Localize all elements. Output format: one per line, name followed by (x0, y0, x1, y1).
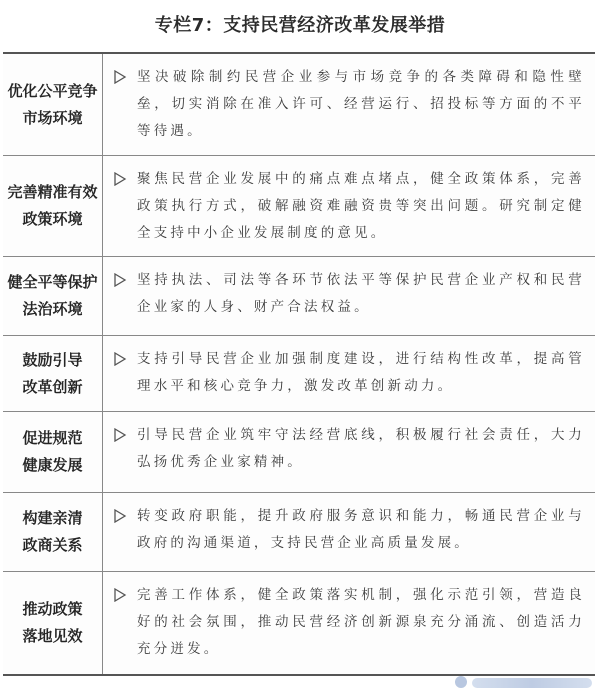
row-label (3, 257, 103, 335)
watermark-blur (472, 678, 592, 688)
row-text: 聚焦民营企业发展中的痛点难点堵点，健全政策体系，完善政策执行方式，破解融资难融资贵等突出问题。研究制定健全支持中小企业发展制度的意见。 (137, 171, 585, 241)
row-label-text: 优化公平竞争 市场环境 (7, 81, 98, 127)
row-content (103, 257, 595, 335)
watermark-logo-icon (454, 674, 468, 693)
arrow-icon (113, 268, 133, 292)
row-label-text: 鼓励引导 改革创新 (22, 350, 83, 396)
page-title: 专栏7：支持民营经济改革发展举措 (154, 15, 446, 36)
row-label (3, 572, 103, 674)
table-row (3, 257, 595, 336)
arrow-icon (113, 167, 133, 191)
row-text: 转变政府职能，提升政府服务意识和能力，畅通民营企业与政府的沟通渠道，支持民营企业高质量发展。 (137, 508, 585, 551)
row-content (103, 156, 595, 256)
row-content (103, 493, 595, 571)
arrow-icon (113, 423, 133, 447)
arrow-icon (113, 347, 133, 371)
row-label (3, 54, 103, 155)
row-text: 完善工作体系，健全政策落实机制，强化示范引领，营造良好的社会氛围，推动民营经济创新源泉充分涌流、创造活力充分迸发。 (137, 587, 585, 657)
table-row (3, 572, 595, 674)
table-row (3, 336, 595, 412)
row-label (3, 412, 103, 492)
arrow-icon (113, 583, 133, 607)
row-content (103, 54, 595, 155)
row-text: 坚持执法、司法等各环节依法平等保护民营企业产权和民营企业家的人身、财产合法权益。 (137, 272, 585, 315)
watermark (454, 675, 592, 691)
row-label-text: 构建亲清 政商关系 (22, 509, 83, 554)
table-row (3, 156, 595, 257)
row-label (3, 156, 103, 256)
row-text: 支持引导民营企业加强制度建设，进行结构性改革，提高管理水平和核心竞争力，激发改革创新动力。 (137, 351, 585, 394)
row-content (103, 572, 595, 674)
row-content (103, 336, 595, 411)
table-row (3, 412, 595, 493)
row-label-text: 促进规范 健康发展 (22, 429, 83, 474)
arrow-icon (113, 65, 133, 89)
row-label-text: 推动政策 落地见效 (22, 600, 83, 645)
table-row (3, 54, 595, 156)
arrow-icon (113, 504, 133, 528)
row-text: 坚决破除制约民营企业参与市场竞争的各类障碍和隐性壁垒，切实消除在准入许可、经营运行、招投标等方面的不平等待遇。 (137, 69, 585, 139)
row-text: 引导民营企业筑牢守法经营底线，积极履行社会责任，大力弘扬优秀企业家精神。 (137, 427, 585, 470)
table-row (3, 493, 595, 572)
row-label-text: 健全平等保护 法治环境 (7, 273, 98, 318)
row-label-text: 完善精准有效 政策环境 (7, 183, 98, 228)
policy-table (3, 52, 595, 676)
row-label (3, 493, 103, 571)
row-label (3, 336, 103, 411)
row-content (103, 412, 595, 492)
